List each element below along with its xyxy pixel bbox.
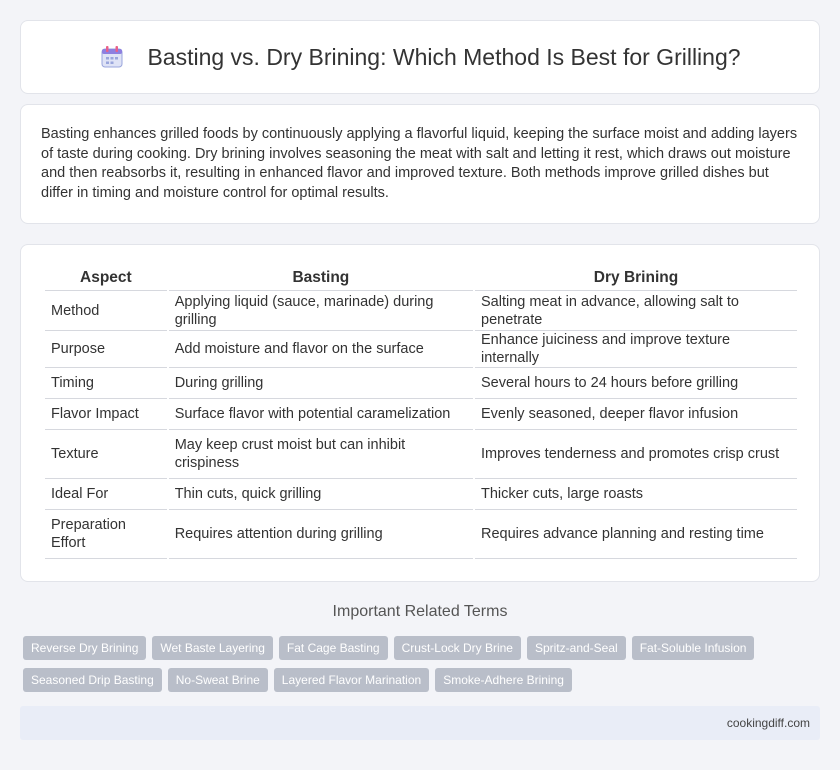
tag-layered-flavor-marination[interactable]: Layered Flavor Marination — [274, 668, 429, 692]
comparison-table — [43, 265, 799, 559]
tag-reverse-dry-brining[interactable]: Reverse Dry Brining — [23, 636, 146, 660]
row-aspect: Texture — [45, 430, 167, 479]
related-terms-tags — [23, 636, 823, 700]
row-basting: Surface flavor with potential caramelization — [169, 399, 473, 430]
row-aspect: Flavor Impact — [45, 399, 167, 430]
comparison-card — [20, 244, 820, 582]
tag-no-sweat-brine[interactable]: No-Sweat Brine — [168, 668, 268, 692]
table-row — [45, 510, 797, 559]
tag-wet-baste-layering[interactable]: Wet Baste Layering — [152, 636, 273, 660]
table-row — [45, 368, 797, 399]
header-basting: Basting — [169, 265, 473, 291]
related-terms-title: Important Related Terms — [332, 603, 508, 620]
table-row — [45, 331, 797, 368]
row-basting: Applying liquid (sauce, marinade) during grilling — [169, 291, 473, 331]
tag-fat-cage-basting[interactable]: Fat Cage Basting — [279, 636, 388, 660]
row-aspect: Ideal For — [45, 479, 167, 510]
row-basting: During grilling — [169, 368, 473, 399]
header-aspect: Aspect — [45, 265, 167, 291]
row-aspect: Preparation Effort — [45, 510, 167, 559]
calendar-icon — [99, 44, 125, 70]
row-dry-brining: Several hours to 24 hours before grilling — [475, 368, 797, 399]
row-aspect: Purpose — [45, 331, 167, 368]
footer — [20, 706, 820, 740]
row-dry-brining: Enhance juiciness and improve texture internally — [475, 331, 797, 368]
title-card — [20, 20, 820, 94]
row-aspect: Timing — [45, 368, 167, 399]
row-dry-brining: Thicker cuts, large roasts — [475, 479, 797, 510]
footer-site-link[interactable]: cookingdiff.com — [726, 716, 810, 730]
row-dry-brining: Requires advance planning and resting time — [475, 510, 797, 559]
tag-spritz-and-seal[interactable]: Spritz-and-Seal — [527, 636, 626, 660]
table-header-row — [45, 265, 797, 291]
row-basting: Requires attention during grilling — [169, 510, 473, 559]
table-row — [45, 291, 797, 331]
table-row — [45, 479, 797, 510]
row-basting: Thin cuts, quick grilling — [169, 479, 473, 510]
row-aspect: Method — [45, 291, 167, 331]
intro-card — [20, 104, 820, 224]
page-title: Basting vs. Dry Brining: Which Method Is Best for Grilling? — [147, 43, 741, 70]
tag-row — [23, 636, 823, 660]
tag-seasoned-drip-basting[interactable]: Seasoned Drip Basting — [23, 668, 162, 692]
row-dry-brining: Improves tenderness and promotes crisp crust — [475, 430, 797, 479]
tag-row — [23, 668, 823, 692]
tag-fat-soluble-infusion[interactable]: Fat-Soluble Infusion — [632, 636, 755, 660]
row-basting: May keep crust moist but can inhibit crispiness — [169, 430, 473, 479]
table-row — [45, 430, 797, 479]
row-basting: Add moisture and flavor on the surface — [169, 331, 473, 368]
row-dry-brining: Evenly seasoned, deeper flavor infusion — [475, 399, 797, 430]
tag-smoke-adhere-brining[interactable]: Smoke-Adhere Brining — [435, 668, 572, 692]
table-row — [45, 399, 797, 430]
header-dry-brining: Dry Brining — [475, 265, 797, 291]
tag-crust-lock-dry-brine[interactable]: Crust-Lock Dry Brine — [394, 636, 521, 660]
row-dry-brining: Salting meat in advance, allowing salt to penetrate — [475, 291, 797, 331]
intro-paragraph: Basting enhances grilled foods by continuously applying a flavorful liquid, keeping the surface moist and adding layers of taste during cooking. Dry brining involves seasoning the meat with salt and letting it rest, which draws out moisture and then reabsorbs it, resulting in enhanced flavor and improved texture. Both methods improve grilled dishes but differ in timing and moisture control for optimal results. — [41, 126, 798, 201]
